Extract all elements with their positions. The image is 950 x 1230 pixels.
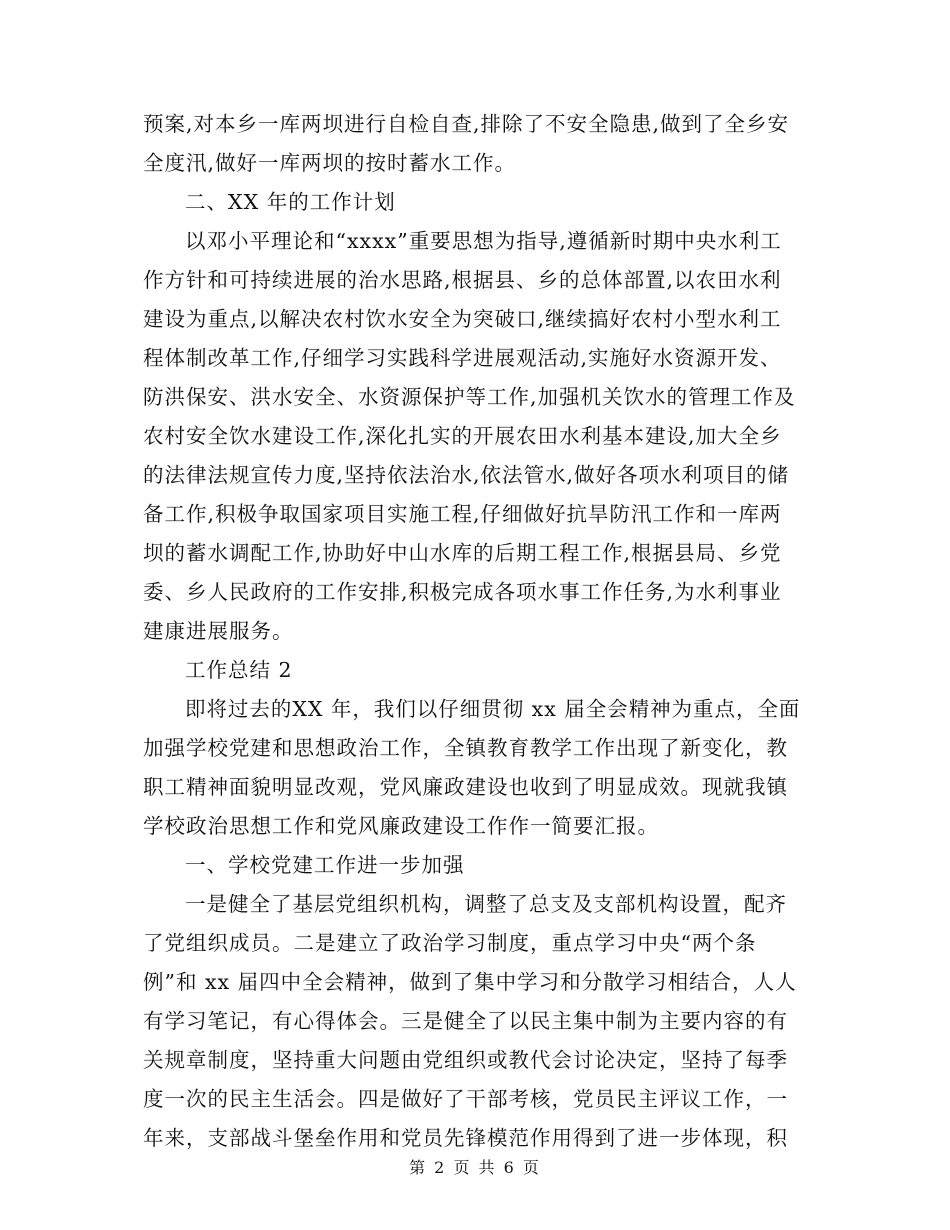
text-line: 建康进展服务。 <box>143 619 294 643</box>
text-line: 度一次的民主生活会。四是做好了干部考核，党员民主评议工作，一 <box>143 1087 788 1111</box>
text-line: 委、乡人民政府的工作安排,积极完成各项水事工作任务,为水利事业 <box>143 580 782 604</box>
text-line: 有学习笔记，有心得体会。三是健全了以民主集中制为主要内容的有 <box>143 1009 788 1033</box>
text-line: 了党组织成员。二是建立了政治学习制度，重点学习中央“两个条 <box>143 931 757 955</box>
text-line: 坝的蓄水调配工作,协助好中山水库的后期工程工作,根据县局、乡党 <box>143 541 782 565</box>
text-line: 例”和 xx 届四中全会精神，做到了集中学习和分散学习相结合，人人 <box>143 970 797 994</box>
text-line: 作方针和可持续进展的治水思路,根据县、乡的总体部置,以农田水利 <box>143 268 782 292</box>
text-line: 备工作,积极争取国家项目实施工程,仔细做好抗旱防汛工作和一库两 <box>143 502 782 526</box>
text-line: 防洪保安、洪水安全、水资源保护等工作,加强机关饮水的管理工作及 <box>143 385 796 409</box>
text-line: 全度汛,做好一库两坝的按时蓄水工作。 <box>143 151 517 175</box>
section-heading: 一、学校党建工作进一步加强 <box>185 853 465 877</box>
text-line: 以邓小平理论和“xxxx”重要思想为指导,遵循新时期中央水利工 <box>185 229 782 253</box>
section-heading: 二、XX 年的工作计划 <box>185 190 396 214</box>
text-line: 程体制改革工作,仔细学习实践科学进展观活动,实施好水资源开发、 <box>143 346 782 370</box>
text-line: 职工精神面貌明显改观，党风廉政建设也收到了明显成效。现就我镇 <box>143 775 788 799</box>
section-heading: 工作总结 2 <box>185 658 293 682</box>
text-line: 加强学校党建和思想政治工作，全镇教育教学工作出现了新变化，教 <box>143 736 788 760</box>
text-line: 一是健全了基层党组织机构，调整了总支及支部机构设置，配齐 <box>185 892 787 916</box>
text-line: 关规章制度，坚持重大问题由党组织或教代会讨论决定，坚持了每季 <box>143 1048 788 1072</box>
text-line: 的法律法规宣传力度,坚持依法治水,依法管水,做好各项水利项目的储 <box>143 463 790 487</box>
text-line: 建设为重点,以解决农村饮水安全为突破口,继续搞好农村小型水利工 <box>143 307 782 331</box>
text-line: 学校政治思想工作和党风廉政建设工作作一简要汇报。 <box>143 814 659 838</box>
text-line: 年来，支部战斗堡垒作用和党员先锋模范作用得到了进一步体现，积 <box>143 1126 788 1150</box>
page-number-footer: 第 2 页 共 6 页 <box>409 1158 541 1177</box>
text-line: 预案,对本乡一库两坝进行自检自查,排除了不安全隐患,做到了全乡安 <box>143 112 790 136</box>
text-line: 即将过去的XX 年，我们以仔细贯彻 xx 届全会精神为重点，全面 <box>185 697 801 721</box>
text-line: 农村安全饮水建设工作,深化扎实的开展农田水利基本建设,加大全乡 <box>143 424 782 448</box>
